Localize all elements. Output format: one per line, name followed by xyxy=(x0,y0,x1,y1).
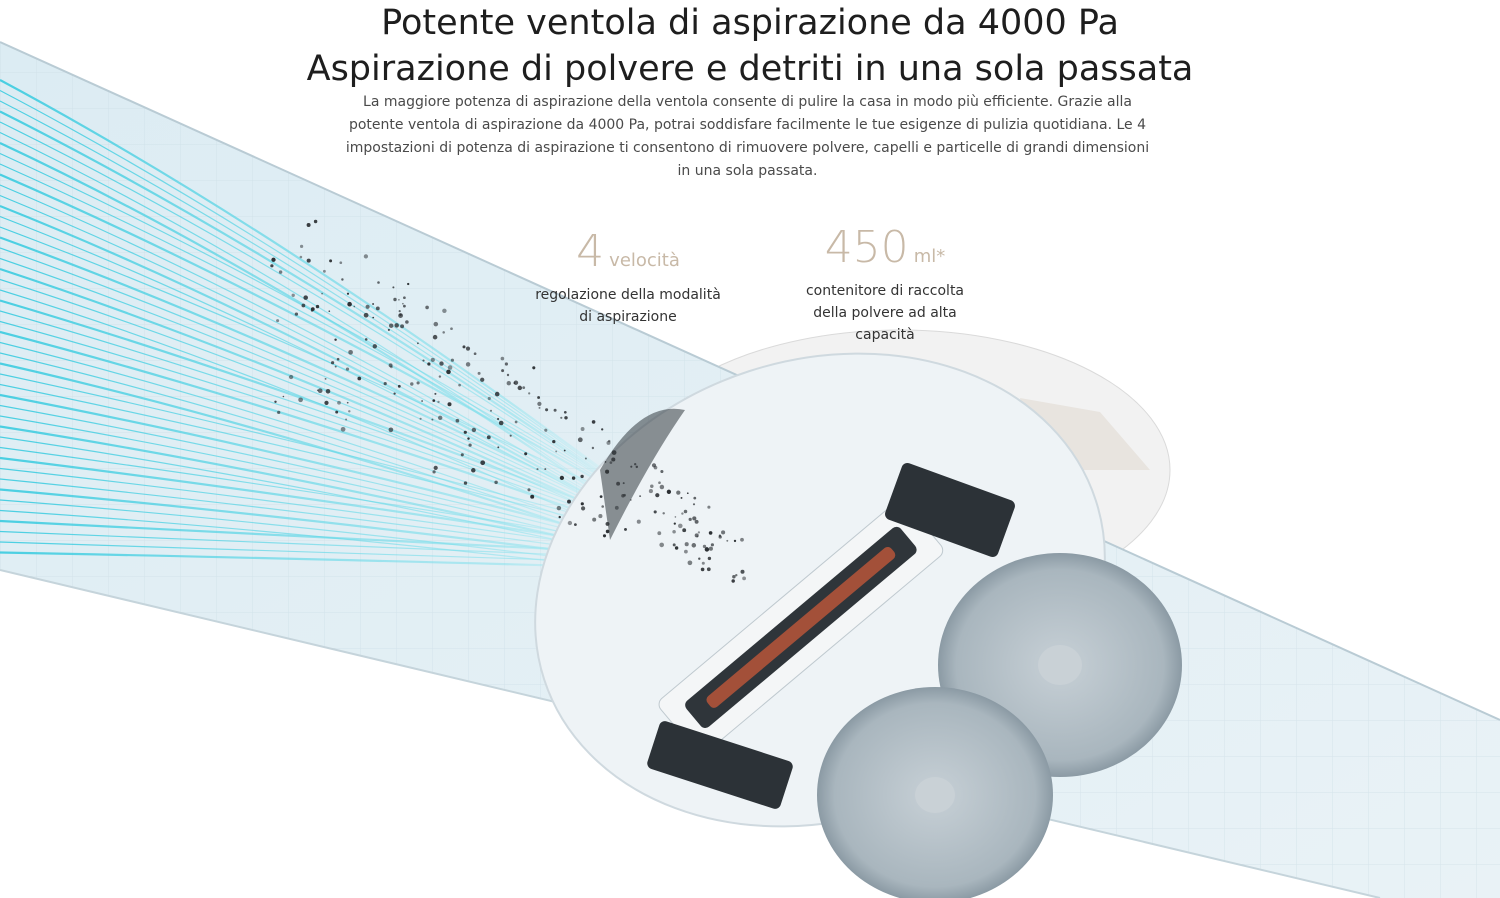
dust-speck xyxy=(417,381,420,384)
dust-speck xyxy=(637,520,641,524)
dust-speck xyxy=(463,345,466,348)
dust-speck xyxy=(439,361,443,365)
dust-speck xyxy=(392,286,394,288)
dust-speck xyxy=(709,531,713,535)
dust-speck xyxy=(365,338,368,341)
dust-speck xyxy=(650,485,653,488)
dust-speck xyxy=(719,535,722,538)
dust-speck xyxy=(689,518,692,521)
dust-speck xyxy=(389,427,394,432)
dust-speck xyxy=(438,416,442,420)
dust-speck xyxy=(448,365,453,370)
dust-speck xyxy=(560,476,564,480)
dust-speck xyxy=(487,435,491,439)
dust-speck xyxy=(314,220,317,223)
stat-dustbin-value: 450 xyxy=(824,222,909,273)
dust-speck xyxy=(337,401,341,405)
dust-speck xyxy=(432,399,435,402)
dust-speck xyxy=(741,570,745,574)
dust-speck xyxy=(400,324,404,328)
dust-speck xyxy=(688,560,693,565)
dust-speck xyxy=(695,533,699,537)
dust-speck xyxy=(393,298,396,301)
dust-speck xyxy=(471,468,476,473)
dust-speck xyxy=(495,392,500,397)
dust-speck xyxy=(364,313,369,318)
stat-dustbin xyxy=(790,222,980,346)
dust-speck xyxy=(353,306,355,308)
dust-speck xyxy=(684,550,688,554)
dust-speck xyxy=(554,409,557,412)
dust-speck xyxy=(581,506,585,510)
dust-speck xyxy=(480,460,485,465)
dust-speck xyxy=(552,440,555,443)
dust-speck xyxy=(364,254,368,258)
dust-speck xyxy=(707,567,711,571)
dust-speck xyxy=(702,562,705,565)
dust-speck xyxy=(655,493,659,497)
dust-speck xyxy=(431,358,435,362)
dust-speck xyxy=(277,411,280,414)
dust-speck xyxy=(721,530,725,534)
dust-speck xyxy=(539,407,541,409)
dust-speck xyxy=(600,495,603,498)
dust-speck xyxy=(303,295,308,300)
dust-speck xyxy=(678,524,683,529)
dust-speck xyxy=(742,576,746,580)
dust-speck xyxy=(555,450,557,452)
dust-speck xyxy=(568,521,572,525)
dust-speck xyxy=(711,543,714,546)
dust-speck xyxy=(295,312,298,315)
dust-speck xyxy=(698,531,700,533)
dust-speck xyxy=(497,446,499,448)
dust-speck xyxy=(442,309,446,313)
dust-speck xyxy=(300,245,303,248)
dust-speck xyxy=(311,309,313,311)
dust-speck xyxy=(672,530,676,534)
dust-speck xyxy=(341,427,346,432)
dust-speck xyxy=(505,362,508,365)
dust-speck xyxy=(513,382,515,384)
dust-speck xyxy=(450,327,453,330)
dust-speck xyxy=(300,256,303,259)
dust-speck xyxy=(384,382,387,385)
dust-speck xyxy=(446,370,451,375)
dust-speck xyxy=(456,419,460,423)
dust-speck xyxy=(439,375,441,377)
dust-speck xyxy=(735,574,737,576)
dust-speck xyxy=(636,466,638,468)
dust-speck xyxy=(347,402,349,404)
dust-speck xyxy=(348,410,350,412)
dust-speck xyxy=(611,457,615,461)
dust-speck xyxy=(488,397,491,400)
dust-speck xyxy=(451,359,454,362)
intro-paragraph: La maggiore potenza di aspirazione della ventola consente di pulire la casa in modo più efficiente. Grazie alla potente ventola di aspirazione da 4000 Pa, potrai soddisfare facilmente le tue esigenze di pulizia quotidiana. Le 4 impostazioni di potenza di aspirazione ti consentono di rimuovere polvere, capelli e particelle di grandi dimensioni in una sola passata. xyxy=(345,94,1150,179)
dust-speck xyxy=(399,310,401,312)
dust-speck xyxy=(507,381,511,385)
dust-speck xyxy=(623,482,625,484)
dust-speck xyxy=(403,305,406,308)
dust-speck xyxy=(276,319,279,322)
dust-speck xyxy=(698,558,700,560)
dust-speck xyxy=(601,428,603,430)
dust-speck xyxy=(283,396,285,398)
dust-speck xyxy=(324,401,328,405)
dust-speck xyxy=(292,294,295,297)
dust-speck xyxy=(692,516,696,520)
dust-speck xyxy=(601,505,604,508)
dust-speck xyxy=(544,429,547,432)
dust-speck xyxy=(581,427,585,431)
dust-speck xyxy=(527,488,530,491)
dust-speck xyxy=(348,350,353,355)
dust-speck xyxy=(695,520,699,524)
dust-speck xyxy=(606,522,610,526)
headline-line-2: Aspirazione di polvere e detriti in una sola passata xyxy=(306,49,1194,89)
dust-speck xyxy=(334,338,336,340)
dust-speck xyxy=(693,503,695,505)
dust-speck xyxy=(307,259,311,263)
dust-speck xyxy=(323,270,326,273)
dust-speck xyxy=(731,579,734,582)
dust-speck xyxy=(337,358,340,361)
dust-speck xyxy=(574,523,577,526)
dust-speck xyxy=(289,375,293,379)
dust-speck xyxy=(674,522,676,524)
dust-speck xyxy=(339,261,342,264)
dust-speck xyxy=(740,538,744,542)
dust-speck xyxy=(654,466,658,470)
dust-speck xyxy=(325,378,327,380)
dust-speck xyxy=(448,402,452,406)
dust-speck xyxy=(467,437,469,439)
dust-speck xyxy=(464,431,467,434)
dust-speck xyxy=(472,428,476,432)
dust-speck xyxy=(499,421,504,426)
dust-speck xyxy=(442,331,445,334)
dust-speck xyxy=(407,283,409,285)
dust-speck xyxy=(466,347,470,351)
dust-speck xyxy=(474,352,477,355)
dust-speck xyxy=(701,568,705,572)
dust-speck xyxy=(501,357,505,361)
dust-speck xyxy=(615,506,619,510)
dust-speck xyxy=(271,258,275,262)
dust-speck xyxy=(564,416,567,419)
dust-speck xyxy=(580,475,583,478)
dust-speck xyxy=(427,362,430,365)
dust-speck xyxy=(732,575,735,578)
dust-speck xyxy=(676,490,680,494)
dust-speck xyxy=(662,512,664,514)
dust-speck xyxy=(612,450,617,455)
dust-speck xyxy=(537,402,541,406)
stat-dustbin-caption: contenitore di raccolta della polvere ad alta capacità xyxy=(805,283,965,343)
dust-speck xyxy=(592,518,596,522)
dust-speck xyxy=(357,377,361,381)
dust-speck xyxy=(660,470,663,473)
dust-speck xyxy=(564,450,566,452)
dust-speck xyxy=(530,495,534,499)
dust-speck xyxy=(532,366,535,369)
dust-speck xyxy=(425,306,429,310)
dust-speck xyxy=(434,393,436,395)
dust-speck xyxy=(687,492,689,494)
dust-speck xyxy=(431,419,433,421)
mop-pad-left xyxy=(817,687,1053,898)
dust-speck xyxy=(405,320,409,324)
dust-speck xyxy=(376,306,380,310)
dust-speck xyxy=(433,470,436,473)
dust-speck xyxy=(464,481,467,484)
dust-speck xyxy=(434,466,438,470)
dust-speck xyxy=(564,411,567,414)
dust-speck xyxy=(398,385,401,388)
dust-speck xyxy=(634,463,636,465)
stat-speeds-caption: regolazione della modalità di aspirazione xyxy=(535,287,721,325)
dust-speck xyxy=(567,500,571,504)
dust-speck xyxy=(410,382,413,385)
dust-speck xyxy=(682,528,686,532)
dust-speck xyxy=(621,494,625,498)
dust-speck xyxy=(693,497,696,500)
dust-speck xyxy=(581,502,584,505)
dust-speck xyxy=(366,305,370,309)
dust-speck xyxy=(501,369,504,372)
dust-speck xyxy=(321,293,323,295)
dust-speck xyxy=(658,481,661,484)
dust-speck xyxy=(326,389,331,394)
dust-speck xyxy=(331,361,334,364)
dust-speck xyxy=(389,363,393,367)
stat-dustbin-unit: ml* xyxy=(913,246,946,267)
dust-speck xyxy=(673,543,676,546)
dust-speck xyxy=(372,317,374,319)
dust-speck xyxy=(545,408,548,411)
dust-speck xyxy=(346,367,349,370)
dust-speck xyxy=(279,270,282,273)
dust-speck xyxy=(560,417,562,419)
dust-speck xyxy=(316,305,319,308)
dust-speck xyxy=(507,374,509,376)
dust-speck xyxy=(461,453,464,456)
dust-speck xyxy=(373,344,377,348)
dust-speck xyxy=(598,514,602,518)
dust-speck xyxy=(434,322,439,327)
dust-speck xyxy=(402,303,404,305)
dust-speck xyxy=(393,392,395,394)
dust-speck xyxy=(394,323,399,328)
dust-speck xyxy=(603,534,606,537)
dust-speck xyxy=(389,323,394,328)
dust-speck xyxy=(437,401,439,403)
dust-speck xyxy=(329,259,332,262)
dust-speck xyxy=(639,495,641,497)
dust-speck xyxy=(307,223,311,227)
dust-speck xyxy=(726,540,728,542)
dust-speck xyxy=(649,489,653,493)
dust-speck xyxy=(458,384,461,387)
dust-speck xyxy=(466,362,471,367)
dust-speck xyxy=(490,410,492,412)
dust-speck xyxy=(592,447,594,449)
dust-speck xyxy=(608,440,610,442)
dust-speck xyxy=(403,296,406,299)
dust-speck xyxy=(469,444,472,447)
dust-speck xyxy=(692,543,697,548)
dust-speck xyxy=(335,366,337,368)
dust-speck xyxy=(510,435,512,437)
dust-speck xyxy=(347,302,352,307)
dust-speck xyxy=(660,485,664,489)
dust-speck xyxy=(544,468,546,470)
dust-speck xyxy=(317,389,319,391)
dust-speck xyxy=(422,360,424,362)
dust-speck xyxy=(421,400,423,402)
dust-speck xyxy=(537,396,540,399)
dust-speck xyxy=(616,482,620,486)
dust-speck xyxy=(480,378,484,382)
stat-speeds xyxy=(528,226,728,328)
dust-speck xyxy=(420,418,422,420)
dust-speck xyxy=(605,470,609,474)
dust-speck xyxy=(685,542,689,546)
dust-speck xyxy=(372,303,374,305)
dust-speck xyxy=(274,401,276,403)
dust-speck xyxy=(585,458,587,460)
headline-line-1: Potente ventola di aspirazione da 4000 Pa xyxy=(381,3,1119,43)
dust-speck xyxy=(345,418,347,420)
dust-speck xyxy=(707,506,710,509)
headline xyxy=(0,0,1500,92)
dust-speck xyxy=(522,386,525,389)
dust-speck xyxy=(347,293,349,295)
dust-speck xyxy=(630,499,632,501)
dust-speck xyxy=(302,304,306,308)
dust-speck xyxy=(318,388,323,393)
dust-speck xyxy=(497,418,499,420)
dust-speck xyxy=(270,264,273,267)
dust-speck xyxy=(433,335,438,340)
dust-speck xyxy=(377,281,380,284)
dust-speck xyxy=(667,490,671,494)
dust-speck xyxy=(657,531,661,535)
dust-speck xyxy=(684,510,688,514)
dust-speck xyxy=(709,547,713,551)
dust-speck xyxy=(515,421,518,424)
dust-speck xyxy=(705,547,709,551)
stat-speeds-value: 4 xyxy=(576,226,605,277)
dust-speck xyxy=(341,278,343,280)
dust-speck xyxy=(398,313,403,318)
dust-speck xyxy=(557,506,561,510)
dust-speck xyxy=(708,557,711,560)
dust-speck xyxy=(630,466,632,468)
dust-speck xyxy=(592,420,596,424)
dust-speck xyxy=(675,516,677,518)
dust-speck xyxy=(624,528,627,531)
dust-speck xyxy=(559,516,561,518)
dust-speck xyxy=(536,468,538,470)
dust-speck xyxy=(675,546,678,549)
dust-speck xyxy=(524,452,527,455)
dust-speck xyxy=(335,411,338,414)
dust-speck xyxy=(572,476,575,479)
dust-speck xyxy=(388,329,390,331)
dust-speck xyxy=(654,510,657,513)
dust-speck xyxy=(578,437,583,442)
dust-speck xyxy=(605,461,607,463)
dust-speck xyxy=(681,497,683,499)
dust-speck xyxy=(528,392,530,394)
dust-speck xyxy=(298,397,303,402)
dust-speck xyxy=(734,540,736,542)
dust-speck xyxy=(659,543,664,548)
dust-speck xyxy=(478,372,481,375)
dust-speck xyxy=(681,512,683,514)
dust-speck xyxy=(518,386,522,390)
stat-speeds-unit: velocità xyxy=(609,250,680,271)
dust-speck xyxy=(417,342,419,344)
dust-speck xyxy=(398,299,400,301)
dust-speck xyxy=(606,530,610,534)
dust-speck xyxy=(494,481,497,484)
dust-speck xyxy=(610,461,613,464)
dust-speck xyxy=(328,310,330,312)
